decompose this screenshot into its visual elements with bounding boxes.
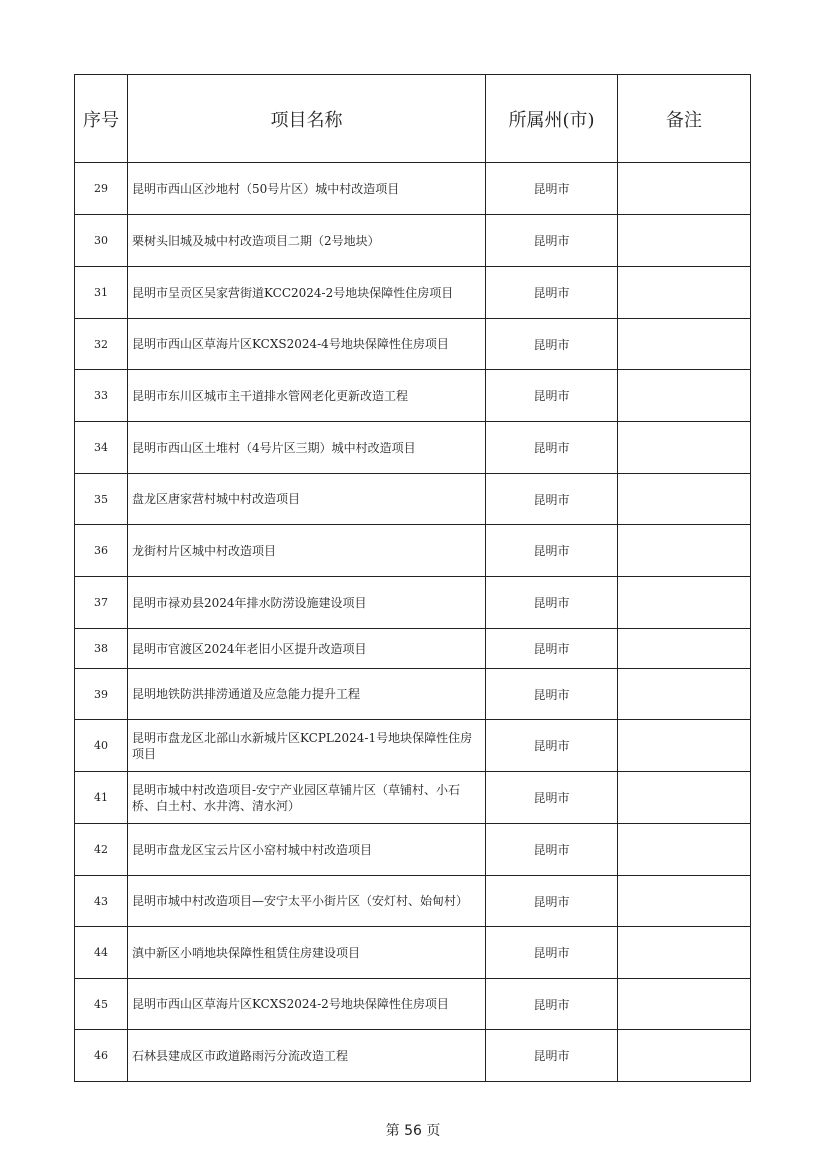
row-project-name: 昆明地铁防洪排涝通道及应急能力提升工程 (128, 669, 486, 720)
row-seq: 31 (75, 267, 128, 319)
row-project-name: 昆明市禄劝县2024年排水防涝设施建设项目 (128, 577, 486, 629)
row-seq: 43 (75, 876, 128, 927)
page-number: 第 56 页 (385, 1123, 441, 1139)
table-row (75, 979, 751, 1030)
table-row (75, 1030, 751, 1082)
table-row (75, 927, 751, 979)
row-prefecture: 昆明市 (486, 824, 618, 876)
row-seq: 42 (75, 824, 128, 876)
row-seq: 45 (75, 979, 128, 1030)
row-remarks (618, 1030, 751, 1082)
row-remarks (618, 163, 751, 215)
row-seq: 30 (75, 215, 128, 267)
row-seq: 38 (75, 629, 128, 669)
row-prefecture: 昆明市 (486, 720, 618, 772)
header-remarks: 备注 (618, 75, 751, 163)
row-remarks (618, 720, 751, 772)
row-seq: 37 (75, 577, 128, 629)
row-remarks (618, 772, 751, 824)
row-project-name: 昆明市西山区土堆村（4号片区三期）城中村改造项目 (128, 422, 486, 474)
row-prefecture: 昆明市 (486, 577, 618, 629)
row-seq: 46 (75, 1030, 128, 1082)
table-row (75, 720, 751, 772)
row-prefecture: 昆明市 (486, 525, 618, 577)
row-remarks (618, 669, 751, 720)
row-project-name: 昆明市东川区城市主干道排水管网老化更新改造工程 (128, 370, 486, 422)
row-remarks (618, 824, 751, 876)
row-prefecture: 昆明市 (486, 370, 618, 422)
row-project-name: 昆明市西山区草海片区KCXS2024-2号地块保障性住房项目 (128, 979, 486, 1030)
table-row (75, 422, 751, 474)
row-seq: 33 (75, 370, 128, 422)
row-project-name: 昆明市西山区沙地村（50号片区）城中村改造项目 (128, 163, 486, 215)
row-project-name: 昆明市城中村改造项目-安宁产业园区草铺片区（草铺村、小石桥、白土村、水井湾、清水河） (128, 772, 486, 824)
table-row (75, 370, 751, 422)
row-project-name: 昆明市官渡区2024年老旧小区提升改造项目 (128, 629, 486, 669)
row-seq: 44 (75, 927, 128, 979)
table-row (75, 669, 751, 720)
row-project-name: 龙街村片区城中村改造项目 (128, 525, 486, 577)
row-remarks (618, 319, 751, 370)
table-row (75, 319, 751, 370)
row-prefecture: 昆明市 (486, 629, 618, 669)
row-project-name: 昆明市呈贡区吴家营街道KCC2024-2号地块保障性住房项目 (128, 267, 486, 319)
row-seq: 29 (75, 163, 128, 215)
row-project-name: 滇中新区小哨地块保障性租赁住房建设项目 (128, 927, 486, 979)
row-prefecture: 昆明市 (486, 319, 618, 370)
row-prefecture: 昆明市 (486, 474, 618, 525)
table-row (75, 474, 751, 525)
row-project-name: 昆明市盘龙区北部山水新城片区KCPL2024-1号地块保障性住房项目 (128, 720, 486, 772)
row-remarks (618, 927, 751, 979)
row-seq: 39 (75, 669, 128, 720)
row-seq: 32 (75, 319, 128, 370)
table-row (75, 876, 751, 927)
row-project-name: 盘龙区唐家营村城中村改造项目 (128, 474, 486, 525)
row-remarks (618, 215, 751, 267)
row-remarks (618, 525, 751, 577)
row-seq: 41 (75, 772, 128, 824)
table-header-row (75, 75, 751, 163)
row-remarks (618, 370, 751, 422)
project-table (74, 74, 751, 1082)
row-prefecture: 昆明市 (486, 669, 618, 720)
row-prefecture: 昆明市 (486, 772, 618, 824)
row-seq: 36 (75, 525, 128, 577)
row-remarks (618, 474, 751, 525)
table-row (75, 629, 751, 669)
row-prefecture: 昆明市 (486, 979, 618, 1030)
row-prefecture: 昆明市 (486, 927, 618, 979)
row-remarks (618, 876, 751, 927)
row-remarks (618, 629, 751, 669)
table-row (75, 824, 751, 876)
row-project-name: 石林县建成区市政道路雨污分流改造工程 (128, 1030, 486, 1082)
row-seq: 35 (75, 474, 128, 525)
row-prefecture: 昆明市 (486, 1030, 618, 1082)
row-prefecture: 昆明市 (486, 267, 618, 319)
row-project-name: 昆明市西山区草海片区KCXS2024-4号地块保障性住房项目 (128, 319, 486, 370)
table-row (75, 772, 751, 824)
header-prefecture: 所属州(市) (486, 75, 618, 163)
row-remarks (618, 979, 751, 1030)
row-seq: 40 (75, 720, 128, 772)
table-row (75, 267, 751, 319)
row-prefecture: 昆明市 (486, 163, 618, 215)
table-row (75, 163, 751, 215)
row-prefecture: 昆明市 (486, 876, 618, 927)
header-project-name: 项目名称 (128, 75, 486, 163)
row-project-name: 栗树头旧城及城中村改造项目二期（2号地块） (128, 215, 486, 267)
row-remarks (618, 267, 751, 319)
row-project-name: 昆明市盘龙区宝云片区小窑村城中村改造项目 (128, 824, 486, 876)
row-prefecture: 昆明市 (486, 422, 618, 474)
row-remarks (618, 577, 751, 629)
row-prefecture: 昆明市 (486, 215, 618, 267)
table-row (75, 215, 751, 267)
table-row (75, 525, 751, 577)
row-seq: 34 (75, 422, 128, 474)
table-row (75, 577, 751, 629)
row-project-name: 昆明市城中村改造项目—安宁太平小街片区（安灯村、始甸村） (128, 876, 486, 927)
row-remarks (618, 422, 751, 474)
header-seq: 序号 (75, 75, 128, 163)
